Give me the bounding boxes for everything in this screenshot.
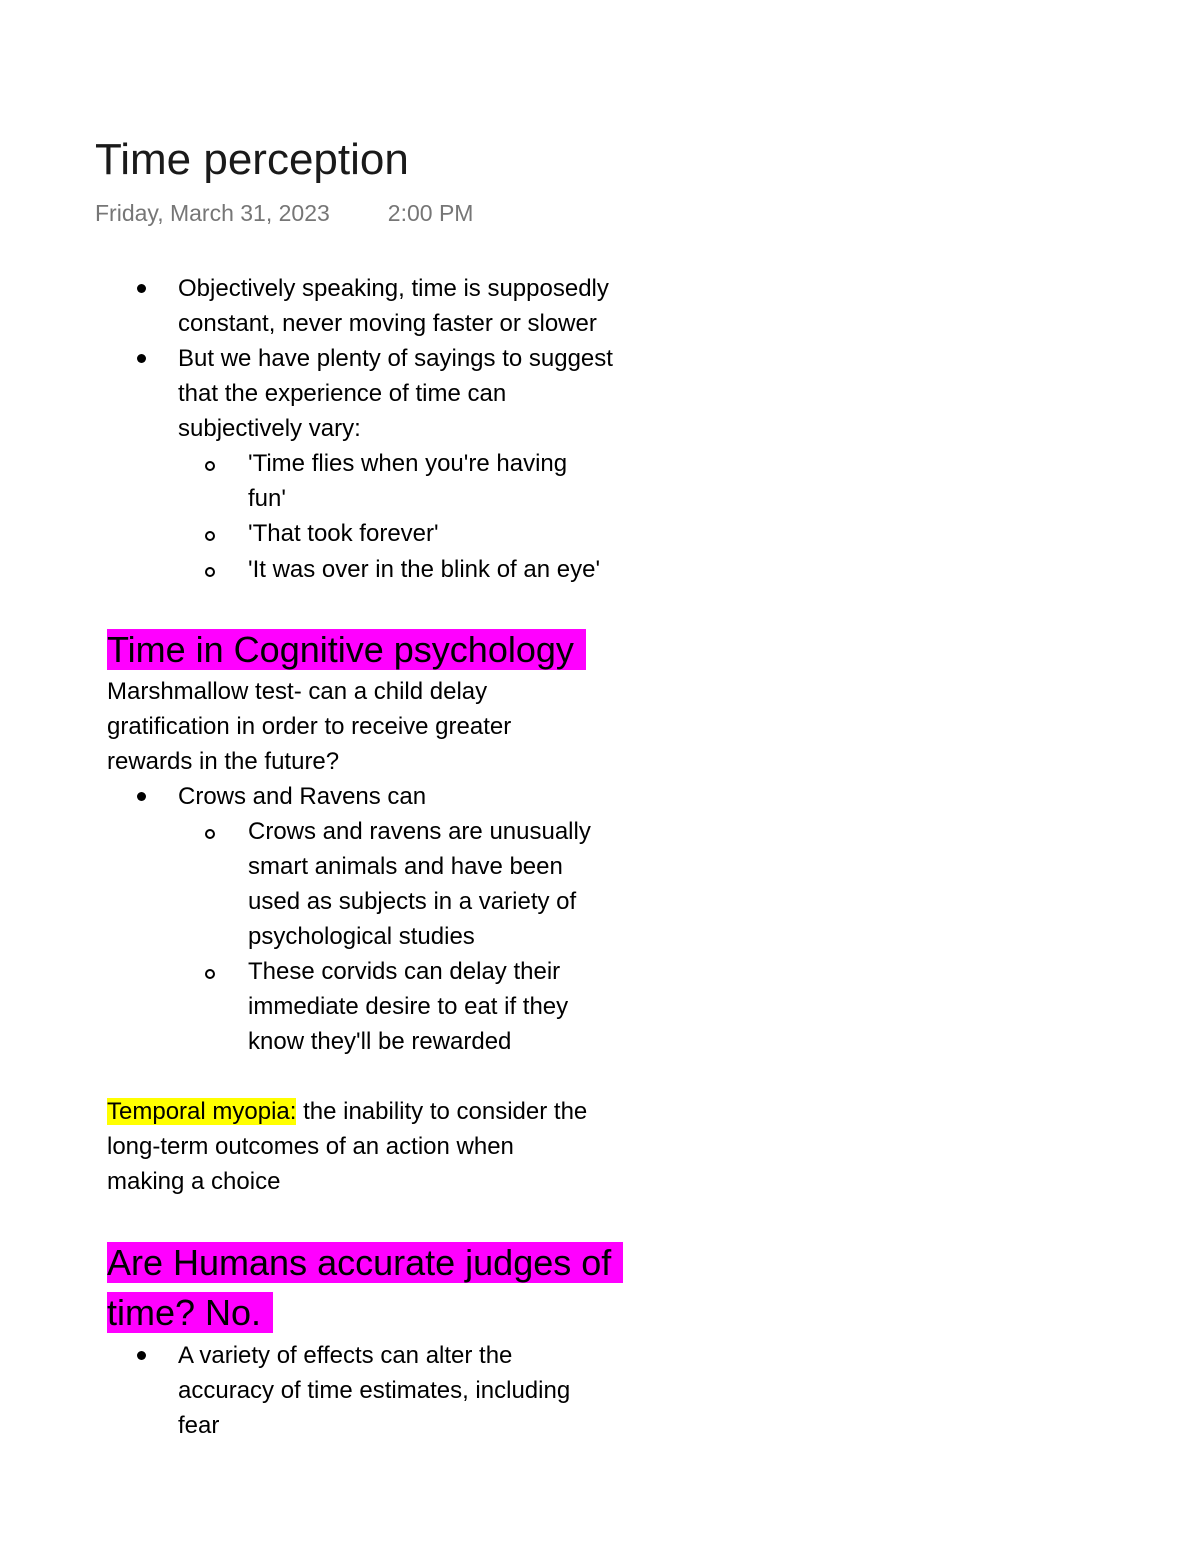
list-item-text: Crows and Ravens can	[178, 783, 427, 810]
definition-text: long-term outcomes of an action when	[107, 1133, 514, 1160]
page-time: 2:00 PM	[387, 200, 474, 226]
paragraph-text: Marshmallow test- can a child delay	[107, 678, 488, 705]
paragraph-text: rewards in the future?	[107, 748, 340, 775]
definition-text: making a choice	[107, 1168, 281, 1195]
bullet-ring-icon	[205, 969, 215, 979]
list-item-text: that the experience of time can	[178, 380, 507, 407]
section-heading-text: time? No.	[107, 1292, 273, 1333]
section-heading	[107, 1238, 623, 1288]
list-item-text: 'It was over in the blink of an eye'	[248, 556, 601, 583]
list-item-text: smart animals and have been	[248, 853, 563, 880]
section-heading-text: Are Humans accurate judges of	[107, 1242, 623, 1283]
bullet-dot-icon	[137, 1351, 146, 1360]
paragraph-text: gratification in order to receive greater	[107, 713, 512, 740]
list-item-text: used as subjects in a variety of	[248, 888, 577, 915]
list-item-text: accuracy of time estimates, including	[178, 1377, 571, 1404]
list-item-text: constant, never moving faster or slower	[178, 310, 597, 337]
page-timestamp	[95, 198, 473, 228]
list-item-text: But we have plenty of sayings to suggest	[178, 345, 613, 372]
list-item-text: fear	[178, 1412, 220, 1439]
definition-text: the inability to consider the	[296, 1098, 588, 1125]
bullet-dot-icon	[137, 792, 146, 801]
list-item-text: 'That took forever'	[248, 520, 439, 547]
list-item-text: 'Time flies when you're having	[248, 450, 568, 477]
list-item-text: know they'll be rewarded	[248, 1028, 512, 1055]
bullet-dot-icon	[137, 354, 146, 363]
bullet-dot-icon	[137, 284, 146, 293]
definition-term: Temporal myopia:	[107, 1098, 297, 1125]
bullet-ring-icon	[205, 567, 215, 577]
page-title: Time perception	[95, 135, 409, 184]
section-heading	[107, 625, 586, 675]
list-item-text: Objectively speaking, time is supposedly	[178, 275, 609, 302]
list-item-text: Crows and ravens are unusually	[248, 818, 591, 845]
list-item-text: fun'	[248, 485, 286, 512]
page-date: Friday, March 31, 2023	[95, 200, 330, 226]
list-item-text: psychological studies	[248, 923, 475, 950]
section-heading-text: Time in Cognitive psychology	[107, 629, 586, 670]
list-item-text: immediate desire to eat if they	[248, 993, 569, 1020]
section-heading	[107, 1288, 273, 1338]
bullet-ring-icon	[205, 829, 215, 839]
list-item-text: subjectively vary:	[178, 415, 361, 442]
definition-line	[107, 1094, 587, 1129]
bullet-ring-icon	[205, 461, 215, 471]
list-item-text: A variety of effects can alter the	[178, 1342, 513, 1369]
bullet-ring-icon	[205, 531, 215, 541]
list-item-text: These corvids can delay their	[248, 958, 561, 985]
